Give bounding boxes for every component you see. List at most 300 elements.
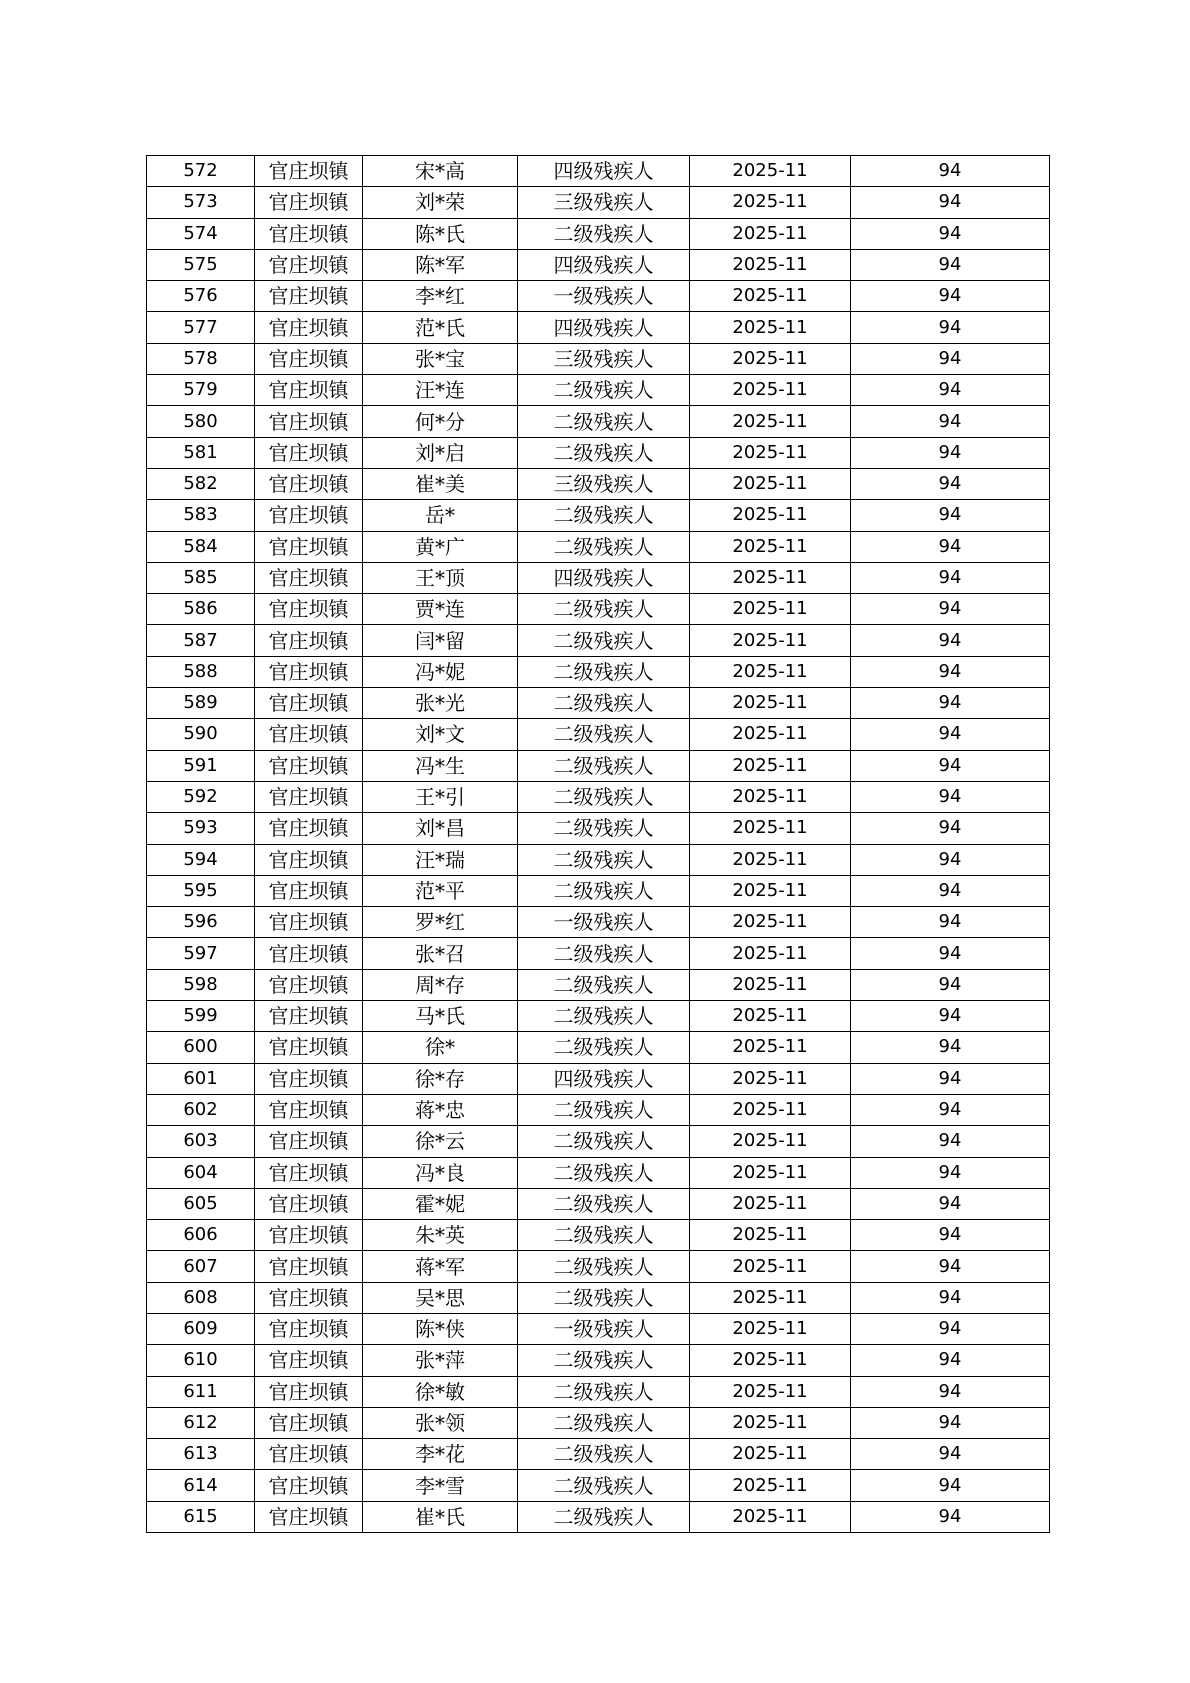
cell-person-name: 霍*妮 [363,1188,518,1219]
cell-serial-number: 613 [147,1439,255,1470]
cell-amount: 94 [851,1001,1050,1032]
cell-amount: 94 [851,1407,1050,1438]
cell-serial-number: 597 [147,938,255,969]
cell-month: 2025-11 [690,1439,851,1470]
cell-town: 官庄坝镇 [255,1001,363,1032]
cell-month: 2025-11 [690,625,851,656]
cell-disability-level: 二级残疾人 [518,1407,690,1438]
cell-amount: 94 [851,1345,1050,1376]
table-row [147,1407,1050,1438]
cell-person-name: 冯*良 [363,1157,518,1188]
cell-town: 官庄坝镇 [255,1407,363,1438]
cell-serial-number: 589 [147,688,255,719]
cell-town: 官庄坝镇 [255,156,363,187]
cell-disability-level: 二级残疾人 [518,1220,690,1251]
cell-serial-number: 615 [147,1501,255,1532]
cell-town: 官庄坝镇 [255,594,363,625]
table-row [147,844,1050,875]
cell-person-name: 刘*文 [363,719,518,750]
cell-serial-number: 602 [147,1094,255,1125]
cell-town: 官庄坝镇 [255,562,363,593]
table-row [147,1063,1050,1094]
cell-serial-number: 612 [147,1407,255,1438]
cell-disability-level: 二级残疾人 [518,1001,690,1032]
cell-town: 官庄坝镇 [255,1157,363,1188]
cell-month: 2025-11 [690,875,851,906]
cell-disability-level: 二级残疾人 [518,875,690,906]
cell-town: 官庄坝镇 [255,218,363,249]
cell-disability-level: 二级残疾人 [518,1470,690,1501]
cell-person-name: 王*顶 [363,562,518,593]
cell-disability-level: 三级残疾人 [518,187,690,218]
cell-serial-number: 594 [147,844,255,875]
cell-disability-level: 二级残疾人 [518,969,690,1000]
table-row [147,719,1050,750]
cell-person-name: 蒋*忠 [363,1094,518,1125]
cell-person-name: 徐* [363,1032,518,1063]
table-row [147,1001,1050,1032]
cell-person-name: 刘*荣 [363,187,518,218]
cell-person-name: 何*分 [363,406,518,437]
cell-person-name: 冯*妮 [363,656,518,687]
cell-person-name: 刘*昌 [363,813,518,844]
cell-serial-number: 581 [147,437,255,468]
cell-amount: 94 [851,844,1050,875]
cell-serial-number: 605 [147,1188,255,1219]
cell-town: 官庄坝镇 [255,813,363,844]
cell-serial-number: 584 [147,531,255,562]
cell-town: 官庄坝镇 [255,343,363,374]
table-row [147,750,1050,781]
cell-amount: 94 [851,907,1050,938]
cell-amount: 94 [851,1032,1050,1063]
cell-disability-level: 二级残疾人 [518,688,690,719]
cell-serial-number: 610 [147,1345,255,1376]
cell-amount: 94 [851,1282,1050,1313]
cell-month: 2025-11 [690,688,851,719]
cell-town: 官庄坝镇 [255,406,363,437]
cell-amount: 94 [851,437,1050,468]
cell-month: 2025-11 [690,249,851,280]
table-row [147,813,1050,844]
cell-disability-level: 二级残疾人 [518,218,690,249]
cell-month: 2025-11 [690,1313,851,1344]
cell-person-name: 李*红 [363,281,518,312]
cell-disability-level: 四级残疾人 [518,1063,690,1094]
cell-town: 官庄坝镇 [255,249,363,280]
cell-amount: 94 [851,625,1050,656]
cell-person-name: 冯*生 [363,750,518,781]
cell-disability-level: 二级残疾人 [518,1345,690,1376]
table-row [147,1032,1050,1063]
table-row [147,1470,1050,1501]
cell-person-name: 徐*存 [363,1063,518,1094]
cell-serial-number: 590 [147,719,255,750]
table-row [147,594,1050,625]
table-row [147,1345,1050,1376]
cell-serial-number: 588 [147,656,255,687]
table-row [147,187,1050,218]
table-row [147,281,1050,312]
cell-serial-number: 585 [147,562,255,593]
cell-serial-number: 595 [147,875,255,906]
cell-serial-number: 592 [147,781,255,812]
cell-amount: 94 [851,656,1050,687]
cell-person-name: 张*召 [363,938,518,969]
cell-serial-number: 587 [147,625,255,656]
cell-month: 2025-11 [690,1345,851,1376]
cell-amount: 94 [851,875,1050,906]
table-row [147,1126,1050,1157]
cell-serial-number: 599 [147,1001,255,1032]
cell-amount: 94 [851,1251,1050,1282]
table-row [147,781,1050,812]
cell-serial-number: 577 [147,312,255,343]
cell-town: 官庄坝镇 [255,875,363,906]
cell-disability-level: 二级残疾人 [518,1376,690,1407]
cell-person-name: 吴*思 [363,1282,518,1313]
cell-town: 官庄坝镇 [255,375,363,406]
cell-amount: 94 [851,1126,1050,1157]
cell-town: 官庄坝镇 [255,688,363,719]
table-row [147,1313,1050,1344]
cell-town: 官庄坝镇 [255,781,363,812]
cell-amount: 94 [851,781,1050,812]
cell-serial-number: 572 [147,156,255,187]
cell-person-name: 陈*侠 [363,1313,518,1344]
cell-amount: 94 [851,1376,1050,1407]
cell-month: 2025-11 [690,1470,851,1501]
cell-town: 官庄坝镇 [255,437,363,468]
table-row [147,656,1050,687]
cell-month: 2025-11 [690,500,851,531]
cell-town: 官庄坝镇 [255,1063,363,1094]
cell-amount: 94 [851,1220,1050,1251]
cell-serial-number: 583 [147,500,255,531]
cell-town: 官庄坝镇 [255,1501,363,1532]
cell-person-name: 陈*氏 [363,218,518,249]
cell-serial-number: 582 [147,468,255,499]
cell-amount: 94 [851,187,1050,218]
cell-person-name: 李*花 [363,1439,518,1470]
cell-person-name: 汪*连 [363,375,518,406]
cell-town: 官庄坝镇 [255,969,363,1000]
table-row [147,312,1050,343]
cell-person-name: 陈*军 [363,249,518,280]
cell-town: 官庄坝镇 [255,1313,363,1344]
table-row [147,1188,1050,1219]
cell-amount: 94 [851,312,1050,343]
cell-month: 2025-11 [690,781,851,812]
cell-town: 官庄坝镇 [255,531,363,562]
cell-month: 2025-11 [690,1032,851,1063]
cell-amount: 94 [851,1501,1050,1532]
table-row [147,1220,1050,1251]
cell-person-name: 罗*红 [363,907,518,938]
table-row [147,1501,1050,1532]
cell-disability-level: 二级残疾人 [518,437,690,468]
cell-town: 官庄坝镇 [255,1188,363,1219]
cell-month: 2025-11 [690,1376,851,1407]
cell-amount: 94 [851,1313,1050,1344]
cell-disability-level: 二级残疾人 [518,719,690,750]
cell-serial-number: 573 [147,187,255,218]
cell-town: 官庄坝镇 [255,1470,363,1501]
cell-disability-level: 二级残疾人 [518,1501,690,1532]
cell-serial-number: 614 [147,1470,255,1501]
cell-serial-number: 586 [147,594,255,625]
cell-person-name: 闫*留 [363,625,518,656]
cell-town: 官庄坝镇 [255,468,363,499]
cell-amount: 94 [851,500,1050,531]
cell-amount: 94 [851,594,1050,625]
cell-month: 2025-11 [690,1188,851,1219]
cell-amount: 94 [851,938,1050,969]
table-row [147,875,1050,906]
cell-serial-number: 608 [147,1282,255,1313]
cell-month: 2025-11 [690,969,851,1000]
cell-disability-level: 一级残疾人 [518,281,690,312]
cell-serial-number: 601 [147,1063,255,1094]
cell-month: 2025-11 [690,406,851,437]
cell-town: 官庄坝镇 [255,1376,363,1407]
cell-town: 官庄坝镇 [255,1282,363,1313]
cell-month: 2025-11 [690,437,851,468]
cell-town: 官庄坝镇 [255,1220,363,1251]
cell-disability-level: 二级残疾人 [518,1157,690,1188]
table-row [147,1282,1050,1313]
cell-town: 官庄坝镇 [255,844,363,875]
cell-disability-level: 二级残疾人 [518,656,690,687]
cell-month: 2025-11 [690,531,851,562]
cell-disability-level: 二级残疾人 [518,531,690,562]
cell-serial-number: 591 [147,750,255,781]
cell-disability-level: 二级残疾人 [518,1094,690,1125]
cell-amount: 94 [851,1063,1050,1094]
cell-disability-level: 四级残疾人 [518,312,690,343]
table-row [147,1439,1050,1470]
cell-disability-level: 四级残疾人 [518,562,690,593]
cell-month: 2025-11 [690,907,851,938]
cell-person-name: 朱*英 [363,1220,518,1251]
cell-disability-level: 三级残疾人 [518,468,690,499]
table-row [147,562,1050,593]
table-row [147,1094,1050,1125]
cell-person-name: 张*光 [363,688,518,719]
table-row [147,218,1050,249]
cell-person-name: 张*宝 [363,343,518,374]
cell-town: 官庄坝镇 [255,907,363,938]
cell-disability-level: 二级残疾人 [518,1282,690,1313]
cell-disability-level: 二级残疾人 [518,594,690,625]
table-row [147,375,1050,406]
cell-amount: 94 [851,750,1050,781]
cell-town: 官庄坝镇 [255,312,363,343]
cell-month: 2025-11 [690,1501,851,1532]
cell-person-name: 刘*启 [363,437,518,468]
cell-amount: 94 [851,406,1050,437]
cell-serial-number: 593 [147,813,255,844]
cell-amount: 94 [851,156,1050,187]
cell-person-name: 崔*美 [363,468,518,499]
cell-month: 2025-11 [690,562,851,593]
cell-disability-level: 二级残疾人 [518,1188,690,1219]
cell-person-name: 范*氏 [363,312,518,343]
cell-month: 2025-11 [690,343,851,374]
table-row [147,156,1050,187]
table-row [147,625,1050,656]
cell-month: 2025-11 [690,1251,851,1282]
table-row [147,531,1050,562]
cell-month: 2025-11 [690,156,851,187]
cell-person-name: 蒋*军 [363,1251,518,1282]
cell-disability-level: 二级残疾人 [518,813,690,844]
cell-serial-number: 607 [147,1251,255,1282]
cell-disability-level: 一级残疾人 [518,907,690,938]
cell-amount: 94 [851,1157,1050,1188]
cell-serial-number: 578 [147,343,255,374]
cell-person-name: 张*萍 [363,1345,518,1376]
cell-person-name: 崔*氏 [363,1501,518,1532]
cell-amount: 94 [851,531,1050,562]
cell-month: 2025-11 [690,187,851,218]
cell-serial-number: 598 [147,969,255,1000]
table-row [147,343,1050,374]
cell-town: 官庄坝镇 [255,1126,363,1157]
cell-month: 2025-11 [690,1094,851,1125]
cell-month: 2025-11 [690,375,851,406]
cell-serial-number: 575 [147,249,255,280]
cell-town: 官庄坝镇 [255,1032,363,1063]
cell-town: 官庄坝镇 [255,625,363,656]
cell-month: 2025-11 [690,281,851,312]
cell-amount: 94 [851,468,1050,499]
cell-month: 2025-11 [690,813,851,844]
cell-serial-number: 579 [147,375,255,406]
cell-month: 2025-11 [690,594,851,625]
cell-person-name: 张*领 [363,1407,518,1438]
cell-amount: 94 [851,688,1050,719]
cell-month: 2025-11 [690,719,851,750]
cell-town: 官庄坝镇 [255,938,363,969]
cell-month: 2025-11 [690,1282,851,1313]
table-row [147,500,1050,531]
cell-month: 2025-11 [690,468,851,499]
cell-disability-level: 二级残疾人 [518,781,690,812]
cell-month: 2025-11 [690,750,851,781]
cell-serial-number: 606 [147,1220,255,1251]
cell-month: 2025-11 [690,1126,851,1157]
cell-amount: 94 [851,562,1050,593]
cell-disability-level: 四级残疾人 [518,249,690,280]
table-row [147,406,1050,437]
cell-amount: 94 [851,813,1050,844]
cell-amount: 94 [851,249,1050,280]
cell-disability-level: 二级残疾人 [518,844,690,875]
cell-town: 官庄坝镇 [255,656,363,687]
cell-amount: 94 [851,375,1050,406]
cell-disability-level: 二级残疾人 [518,1251,690,1282]
cell-person-name: 周*存 [363,969,518,1000]
cell-person-name: 李*雪 [363,1470,518,1501]
cell-person-name: 范*平 [363,875,518,906]
cell-serial-number: 600 [147,1032,255,1063]
cell-month: 2025-11 [690,1001,851,1032]
cell-amount: 94 [851,1188,1050,1219]
cell-town: 官庄坝镇 [255,500,363,531]
cell-month: 2025-11 [690,938,851,969]
cell-person-name: 宋*高 [363,156,518,187]
cell-month: 2025-11 [690,1220,851,1251]
cell-disability-level: 二级残疾人 [518,1126,690,1157]
cell-month: 2025-11 [690,1063,851,1094]
table-row [147,468,1050,499]
cell-person-name: 黄*广 [363,531,518,562]
table-row [147,249,1050,280]
table-row [147,1251,1050,1282]
cell-serial-number: 603 [147,1126,255,1157]
cell-amount: 94 [851,1439,1050,1470]
table-row [147,907,1050,938]
cell-disability-level: 二级残疾人 [518,406,690,437]
cell-amount: 94 [851,1094,1050,1125]
cell-serial-number: 611 [147,1376,255,1407]
cell-amount: 94 [851,343,1050,374]
cell-person-name: 汪*瑞 [363,844,518,875]
table-body [147,156,1050,1533]
cell-disability-level: 二级残疾人 [518,375,690,406]
cell-amount: 94 [851,281,1050,312]
cell-amount: 94 [851,1470,1050,1501]
cell-town: 官庄坝镇 [255,1251,363,1282]
cell-town: 官庄坝镇 [255,719,363,750]
cell-person-name: 岳* [363,500,518,531]
cell-disability-level: 一级残疾人 [518,1313,690,1344]
cell-town: 官庄坝镇 [255,281,363,312]
cell-month: 2025-11 [690,1157,851,1188]
table-row [147,969,1050,1000]
cell-month: 2025-11 [690,656,851,687]
cell-serial-number: 604 [147,1157,255,1188]
cell-town: 官庄坝镇 [255,750,363,781]
cell-disability-level: 三级残疾人 [518,343,690,374]
cell-disability-level: 四级残疾人 [518,156,690,187]
cell-amount: 94 [851,969,1050,1000]
cell-disability-level: 二级残疾人 [518,625,690,656]
cell-month: 2025-11 [690,312,851,343]
cell-amount: 94 [851,719,1050,750]
cell-person-name: 马*氏 [363,1001,518,1032]
cell-month: 2025-11 [690,844,851,875]
cell-serial-number: 596 [147,907,255,938]
table-row [147,938,1050,969]
cell-disability-level: 二级残疾人 [518,938,690,969]
cell-town: 官庄坝镇 [255,1094,363,1125]
cell-town: 官庄坝镇 [255,1439,363,1470]
cell-disability-level: 二级残疾人 [518,750,690,781]
cell-serial-number: 609 [147,1313,255,1344]
table-row [147,688,1050,719]
table-row [147,1157,1050,1188]
cell-town: 官庄坝镇 [255,1345,363,1376]
cell-amount: 94 [851,218,1050,249]
cell-month: 2025-11 [690,1407,851,1438]
cell-disability-level: 二级残疾人 [518,500,690,531]
disability-subsidy-table [146,155,1050,1533]
cell-serial-number: 576 [147,281,255,312]
cell-month: 2025-11 [690,218,851,249]
cell-disability-level: 二级残疾人 [518,1439,690,1470]
